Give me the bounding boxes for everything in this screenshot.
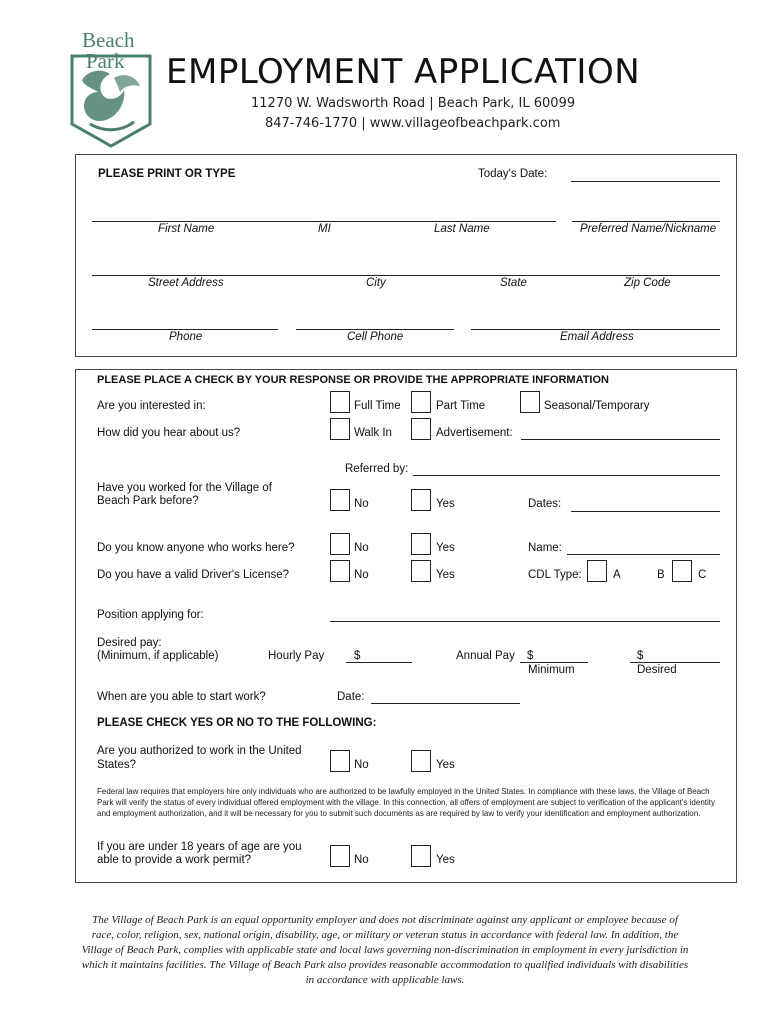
known-name-field[interactable]: [567, 554, 720, 555]
email-label: Email Address: [560, 331, 634, 343]
seasonal-checkbox[interactable]: [520, 391, 540, 413]
preferred-name-label: Preferred Name/Nickname: [580, 223, 717, 235]
authorized-yes-checkbox[interactable]: [411, 750, 431, 772]
authorized-question-1: Are you authorized to work in the United: [97, 745, 302, 757]
position-label: Position applying for:: [97, 609, 204, 621]
todays-date-field[interactable]: [571, 181, 720, 182]
annual-pay-label: Annual Pay: [456, 650, 515, 662]
village-logo: [68, 28, 154, 150]
interested-question: Are you interested in:: [97, 400, 206, 412]
mi-label: MI: [318, 223, 331, 235]
license-no-label: No: [354, 569, 369, 581]
logo-text-beach: Beach: [82, 28, 135, 52]
dates-field[interactable]: [571, 511, 720, 512]
know-yes-label: Yes: [436, 542, 455, 554]
worked-no-label: No: [354, 498, 369, 510]
hourly-pay-label: Hourly Pay: [268, 650, 325, 662]
authorized-no-checkbox[interactable]: [330, 750, 350, 772]
worked-question-2: Beach Park before?: [97, 495, 199, 507]
under18-question-2: able to provide a work permit?: [97, 854, 252, 866]
start-date-field[interactable]: [371, 703, 520, 704]
annual-desired-field[interactable]: [630, 662, 720, 663]
license-yes-label: Yes: [436, 569, 455, 581]
page-title: EMPLOYMENT APPLICATION: [166, 52, 641, 92]
worked-question-1: Have you worked for the Village of: [97, 482, 272, 494]
cdl-c-label: C: [698, 569, 707, 581]
license-yes-checkbox[interactable]: [411, 560, 431, 582]
seasonal-label: Seasonal/Temporary: [544, 400, 650, 412]
logo-text-park: Park: [86, 49, 125, 73]
position-field[interactable]: [330, 621, 720, 622]
cell-phone-label: Cell Phone: [347, 331, 404, 343]
walk-in-label: Walk In: [354, 427, 392, 439]
advertisement-checkbox[interactable]: [411, 418, 431, 440]
first-name-label: First Name: [158, 223, 215, 235]
city-label: City: [366, 277, 386, 289]
walk-in-checkbox[interactable]: [330, 418, 350, 440]
phone-label: Phone: [169, 331, 203, 343]
cdl-b-checkbox[interactable]: [672, 560, 692, 582]
cdl-type-label: CDL Type:: [528, 569, 582, 581]
name-label: Name:: [528, 542, 562, 554]
license-no-checkbox[interactable]: [330, 560, 350, 582]
part-time-label: Part Time: [436, 400, 486, 412]
referred-field[interactable]: [413, 475, 720, 476]
hourly-dollar: $: [354, 650, 361, 662]
desired-pay-note: (Minimum, if applicable): [97, 650, 219, 662]
minimum-label: Minimum: [528, 664, 575, 676]
know-yes-checkbox[interactable]: [411, 533, 431, 555]
hourly-pay-field[interactable]: [346, 662, 412, 663]
authorized-yes-label: Yes: [436, 759, 455, 771]
authorized-no-label: No: [354, 759, 369, 771]
address-field[interactable]: [92, 275, 720, 276]
preferred-name-field[interactable]: [572, 221, 720, 222]
federal-law-notice: Federal law requires that employers hire only individuals who are authorized to be lawfully employed in the United States. In compliance with these laws, the Village of Beach Park will verify the status of every individual offered employment with the village. In this connection, all offers of employment are subject to verification of the applicant's identity and employment authorization, and it will be necessary for you to submit such documents as are required by law to verify your identification and employment authorization.: [97, 787, 715, 818]
full-time-label: Full Time: [354, 400, 401, 412]
state-label: State: [500, 277, 527, 289]
know-no-checkbox[interactable]: [330, 533, 350, 555]
annual-minimum-field[interactable]: [520, 662, 588, 663]
todays-date-label: Today's Date:: [478, 168, 548, 180]
advertisement-field[interactable]: [521, 439, 720, 440]
know-question: Do you know anyone who works here?: [97, 542, 295, 554]
advertisement-label: Advertisement:: [436, 427, 513, 439]
license-question: Do you have a valid Driver's License?: [97, 569, 290, 581]
under18-question-1: If you are under 18 years of age are you: [97, 841, 302, 853]
cell-phone-field[interactable]: [296, 329, 454, 330]
street-label: Street Address: [148, 277, 224, 289]
worked-yes-checkbox[interactable]: [411, 489, 431, 511]
worked-no-checkbox[interactable]: [330, 489, 350, 511]
part-time-checkbox[interactable]: [411, 391, 431, 413]
minimum-dollar: $: [527, 650, 534, 662]
print-instruction: PLEASE PRINT OR TYPE: [98, 168, 236, 180]
last-name-label: Last Name: [434, 223, 490, 235]
yes-no-heading: PLEASE CHECK YES OR NO TO THE FOLLOWING:: [97, 717, 377, 729]
worked-yes-label: Yes: [436, 498, 455, 510]
under18-yes-checkbox[interactable]: [411, 845, 431, 867]
address: 11270 W. Wadsworth Road | Beach Park, IL 60099: [251, 96, 576, 111]
know-no-label: No: [354, 542, 369, 554]
email-field[interactable]: [471, 329, 720, 330]
name-field[interactable]: [92, 221, 556, 222]
start-date-label: Date:: [337, 691, 365, 703]
cdl-a-label: A: [613, 569, 621, 581]
full-time-checkbox[interactable]: [330, 391, 350, 413]
personal-info-section: [75, 154, 737, 357]
desired-label: Desired: [637, 664, 677, 676]
desired-dollar: $: [637, 650, 644, 662]
under18-no-label: No: [354, 854, 369, 866]
cdl-a-checkbox[interactable]: [587, 560, 607, 582]
contact-info: 847-746-1770 | www.villageofbeachpark.com: [265, 116, 561, 131]
under18-yes-label: Yes: [436, 854, 455, 866]
phone-field[interactable]: [92, 329, 278, 330]
referred-label: Referred by:: [345, 463, 409, 475]
under18-no-checkbox[interactable]: [330, 845, 350, 867]
cdl-b-label: B: [657, 569, 665, 581]
authorized-question-2: States?: [97, 759, 136, 771]
desired-pay-label: Desired pay:: [97, 637, 162, 649]
equal-opportunity-statement: The Village of Beach Park is an equal opportunity employer and does not discriminate against any applicant or employee because of race, color, religion, sex, national origin, disability, age, or military or veteran status in accordance with federal law. In addition, the Village of Beach Park, complies with applicable state and local laws governing non-discrimination in employment in every jurisdiction in which it maintains facilities. The Village of Beach Park also provides reasonable accommodation to qualified individuals with disabilities in accordance with applicable laws.: [81, 914, 689, 986]
check-heading: PLEASE PLACE A CHECK BY YOUR RESPONSE OR PROVIDE THE APPROPRIATE INFORMATION: [97, 374, 609, 386]
hear-question: How did you hear about us?: [97, 427, 241, 439]
dates-label: Dates:: [528, 498, 562, 510]
start-question: When are you able to start work?: [97, 691, 266, 703]
zip-label: Zip Code: [624, 277, 671, 289]
